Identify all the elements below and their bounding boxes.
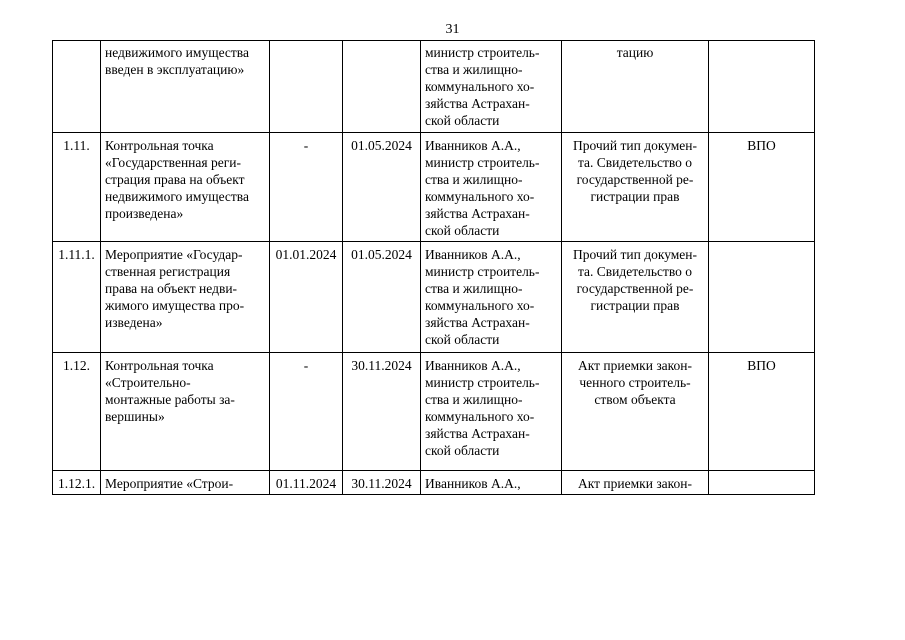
start-date-cell: 01.01.2024 [270, 242, 343, 353]
document-cell: Прочий тип докумен- та. Свидетельство о государственной ре- гистрации прав [562, 242, 709, 353]
responsible-cell: Иванников А.А., министр строитель- ства и жилищно- коммунального хо- зяйства Астрахан- ской области [421, 242, 562, 353]
start-date-cell: - [270, 133, 343, 242]
table-row [53, 353, 815, 471]
row-number-cell [53, 41, 101, 133]
responsible-cell: министр строитель- ства и жилищно- коммунального хо- зяйства Астрахан- ской области [421, 41, 562, 133]
event-name-cell: Контрольная точка «Государственная реги- страция права на объект недвижимого имущества произведена» [101, 133, 270, 242]
start-date-cell: 01.11.2024 [270, 471, 343, 495]
row-number-cell: 1.11.1. [53, 242, 101, 353]
control-type-cell: ВПО [709, 353, 815, 471]
end-date-cell: 30.11.2024 [343, 471, 421, 495]
end-date-cell [343, 41, 421, 133]
document-cell: Прочий тип докумен- та. Свидетельство о государственной ре- гистрации прав [562, 133, 709, 242]
control-type-cell: ВПО [709, 133, 815, 242]
table-row [53, 242, 815, 353]
start-date-cell [270, 41, 343, 133]
document-cell: Акт приемки закон- ченного строитель- ством объекта [562, 353, 709, 471]
control-type-cell [709, 471, 815, 495]
table-row [53, 133, 815, 242]
event-name-cell: Мероприятие «Государ- ственная регистрация права на объект недви- жимого имущества про- изведена» [101, 242, 270, 353]
event-name-cell: Мероприятие «Строи- [101, 471, 270, 495]
end-date-cell: 01.05.2024 [343, 242, 421, 353]
end-date-cell: 30.11.2024 [343, 353, 421, 471]
table-row [53, 41, 815, 133]
document-cell: Акт приемки закон- [562, 471, 709, 495]
row-number-cell: 1.12. [53, 353, 101, 471]
table-row [53, 471, 815, 495]
end-date-cell: 01.05.2024 [343, 133, 421, 242]
start-date-cell: - [270, 353, 343, 471]
control-type-cell [709, 41, 815, 133]
event-name-cell: недвижимого имущества введен в эксплуатацию» [101, 41, 270, 133]
page-number: 31 [445, 22, 460, 37]
event-name-cell: Контрольная точка «Строительно- монтажные работы за- вершины» [101, 353, 270, 471]
row-number-cell: 1.12.1. [53, 471, 101, 495]
responsible-cell: Иванников А.А., министр строитель- ства и жилищно- коммунального хо- зяйства Астрахан- ской области [421, 133, 562, 242]
document-cell: тацию [562, 41, 709, 133]
responsible-cell: Иванников А.А., [421, 471, 562, 495]
plan-table [52, 40, 815, 495]
control-type-cell [709, 242, 815, 353]
responsible-cell: Иванников А.А., министр строитель- ства и жилищно- коммунального хо- зяйства Астрахан- ской области [421, 353, 562, 471]
row-number-cell: 1.11. [53, 133, 101, 242]
